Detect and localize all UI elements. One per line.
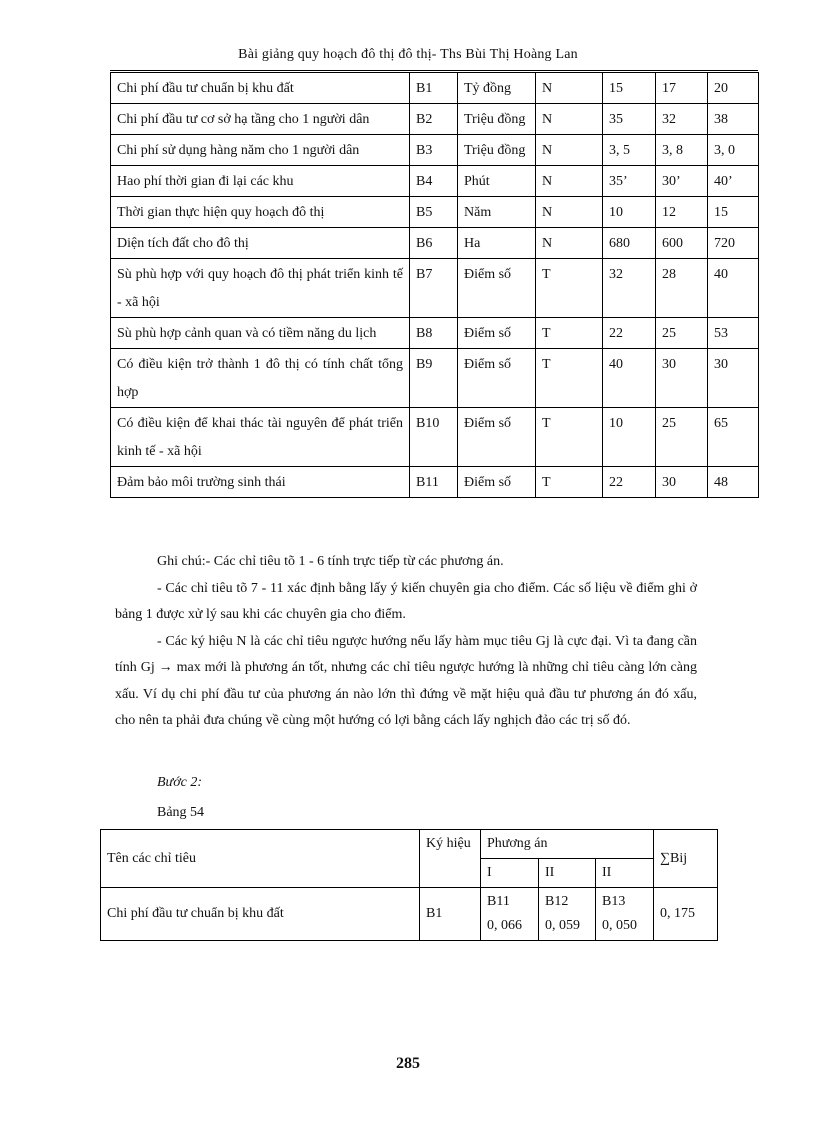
option-3-value: 48 [708, 467, 759, 498]
criteria-name: Chi phí đầu tư cơ sở hạ tầng cho 1 người dân [111, 104, 410, 135]
table-row [111, 318, 759, 349]
criteria-code: B7 [410, 259, 458, 318]
option-3-value: 40’ [708, 166, 759, 197]
cell-code: B13 [602, 894, 626, 909]
table-row [111, 197, 759, 228]
criteria-direction: T [536, 349, 603, 408]
option-2-value: 25 [656, 318, 708, 349]
criteria-name: Hao phí thời gian đi lại các khu [111, 166, 410, 197]
criteria-direction: N [536, 135, 603, 166]
page-header: Bài giảng quy hoạch đô thị đô thị- Ths Bùi Thị Hoàng Lan [238, 47, 578, 62]
criteria-direction: N [536, 73, 603, 104]
header-rule [110, 70, 758, 71]
option-1-value: 15 [603, 73, 656, 104]
table-row [111, 135, 759, 166]
table-row [111, 349, 759, 408]
criteria-unit: Điểm số [458, 467, 536, 498]
criteria-unit: Tỷ đồng [458, 73, 536, 104]
option-3-value: 53 [708, 318, 759, 349]
option-1-value: 3, 5 [603, 135, 656, 166]
option-2-value: 17 [656, 73, 708, 104]
option-1-value: 40 [603, 349, 656, 408]
criteria-name: Diện tích đất cho đô thị [111, 228, 410, 259]
criteria-name: Sù phù hợp cảnh quan và có tiềm năng du lịch [111, 318, 410, 349]
criteria-name: Có điều kiện để khai thác tài nguyên để phát triển kinh tế - xã hội [111, 408, 410, 467]
option-3-value: 30 [708, 349, 759, 408]
header-option-1: I [481, 859, 539, 888]
table-row [111, 408, 759, 467]
row-option-2 [539, 888, 596, 941]
normalized-table [100, 829, 718, 941]
option-3-value: 20 [708, 73, 759, 104]
option-3-value: 40 [708, 259, 759, 318]
option-2-value: 25 [656, 408, 708, 467]
cell-value: 0, 050 [602, 918, 637, 933]
option-2-value: 12 [656, 197, 708, 228]
criteria-name: Thời gian thực hiện quy hoạch đô thị [111, 197, 410, 228]
criteria-unit: Điểm số [458, 349, 536, 408]
criteria-name: Có điều kiện trở thành 1 đô thị có tính chất tổng hợp [111, 349, 410, 408]
table-row [111, 259, 759, 318]
note-3: - Các ký hiệu N là các chỉ tiêu ngược hướng nếu lấy hàm mục tiêu Gj là cực đại. Vì ta đang cần tính Gj → max mới là phương án tốt, nhưng các chỉ tiêu ngược hướng là những chỉ tiêu càng lớn càng xấu. Ví dụ chi phí đầu tư của phương án nào lớn thì đứng về mặt hiệu quả đầu tư phương án đó xấu, cho nên ta phải đưa chúng về cùng một hướng có lợi bằng cách lấy nghịch đảo các trị số đó. [115, 633, 697, 728]
note-2: - Các chỉ tiêu tõ 7 - 11 xác định bằng lấy ý kiến chuyên gia cho điểm. Các số liệu về điểm ghi ở bảng 1 được xử lý sau khi các chuyên gia cho điểm. [115, 580, 697, 622]
row-sum: 0, 175 [654, 888, 718, 941]
option-1-value: 10 [603, 408, 656, 467]
criteria-unit: Phút [458, 166, 536, 197]
table-row [111, 228, 759, 259]
row-criteria-name: Chi phí đầu tư chuẩn bị khu đất [101, 888, 420, 941]
criteria-direction: T [536, 408, 603, 467]
option-2-value: 30 [656, 467, 708, 498]
option-2-value: 30 [656, 349, 708, 408]
header-sum: ∑Bij [654, 830, 718, 888]
note-1: Ghi chú:- Các chỉ tiêu tõ 1 - 6 tính trực tiếp từ các phương án. [157, 554, 504, 569]
option-1-value: 22 [603, 467, 656, 498]
criteria-direction: T [536, 318, 603, 349]
table-row [111, 73, 759, 104]
cell-value: 0, 059 [545, 918, 580, 933]
page-number: 285 [396, 1055, 420, 1072]
row-symbol: B1 [420, 888, 481, 941]
criteria-name: Đảm bảo môi trường sinh thái [111, 467, 410, 498]
cell-value: 0, 066 [487, 918, 522, 933]
option-2-value: 30’ [656, 166, 708, 197]
header-symbol: Ký hiệu [420, 830, 481, 888]
criteria-unit: Điểm số [458, 408, 536, 467]
criteria-code: B1 [410, 73, 458, 104]
option-2-value: 600 [656, 228, 708, 259]
criteria-code: B9 [410, 349, 458, 408]
criteria-direction: N [536, 228, 603, 259]
option-3-value: 65 [708, 408, 759, 467]
option-1-value: 32 [603, 259, 656, 318]
option-3-value: 3, 0 [708, 135, 759, 166]
cell-code: B12 [545, 894, 569, 909]
option-3-value: 720 [708, 228, 759, 259]
criteria-name: Chi phí sử dụng hàng năm cho 1 người dân [111, 135, 410, 166]
header-option-2: II [539, 859, 596, 888]
header-option-3: II [596, 859, 654, 888]
cell-code: B11 [487, 894, 510, 909]
header-options: Phương án [481, 830, 654, 859]
criteria-direction: N [536, 104, 603, 135]
criteria-unit: Triệu đồng [458, 104, 536, 135]
criteria-direction: T [536, 259, 603, 318]
criteria-code: B8 [410, 318, 458, 349]
criteria-code: B5 [410, 197, 458, 228]
option-2-value: 28 [656, 259, 708, 318]
option-3-value: 38 [708, 104, 759, 135]
criteria-name: Chi phí đầu tư chuẩn bị khu đất [111, 73, 410, 104]
option-1-value: 35’ [603, 166, 656, 197]
criteria-code: B2 [410, 104, 458, 135]
option-1-value: 680 [603, 228, 656, 259]
criteria-code: B10 [410, 408, 458, 467]
criteria-table [110, 72, 759, 498]
table-row [111, 104, 759, 135]
table-row [111, 467, 759, 498]
criteria-name: Sù phù hợp với quy hoạch đô thị phát triển kinh tế - xã hội [111, 259, 410, 318]
criteria-unit: Điểm số [458, 259, 536, 318]
option-3-value: 15 [708, 197, 759, 228]
criteria-code: B11 [410, 467, 458, 498]
option-2-value: 32 [656, 104, 708, 135]
notes [115, 549, 697, 735]
table-number: Bảng 54 [157, 805, 205, 820]
criteria-code: B3 [410, 135, 458, 166]
header-criteria-name: Tên các chỉ tiêu [101, 830, 420, 888]
criteria-unit: Ha [458, 228, 536, 259]
option-1-value: 35 [603, 104, 656, 135]
option-1-value: 10 [603, 197, 656, 228]
option-2-value: 3, 8 [656, 135, 708, 166]
criteria-code: B6 [410, 228, 458, 259]
criteria-direction: N [536, 166, 603, 197]
row-option-3 [596, 888, 654, 941]
criteria-unit: Triệu đồng [458, 135, 536, 166]
step-heading: Bước 2: [157, 775, 203, 790]
criteria-unit: Điểm số [458, 318, 536, 349]
criteria-direction: N [536, 197, 603, 228]
table-row [101, 888, 718, 941]
option-1-value: 22 [603, 318, 656, 349]
table-row [111, 166, 759, 197]
criteria-code: B4 [410, 166, 458, 197]
criteria-unit: Năm [458, 197, 536, 228]
row-option-1 [481, 888, 539, 941]
criteria-direction: T [536, 467, 603, 498]
